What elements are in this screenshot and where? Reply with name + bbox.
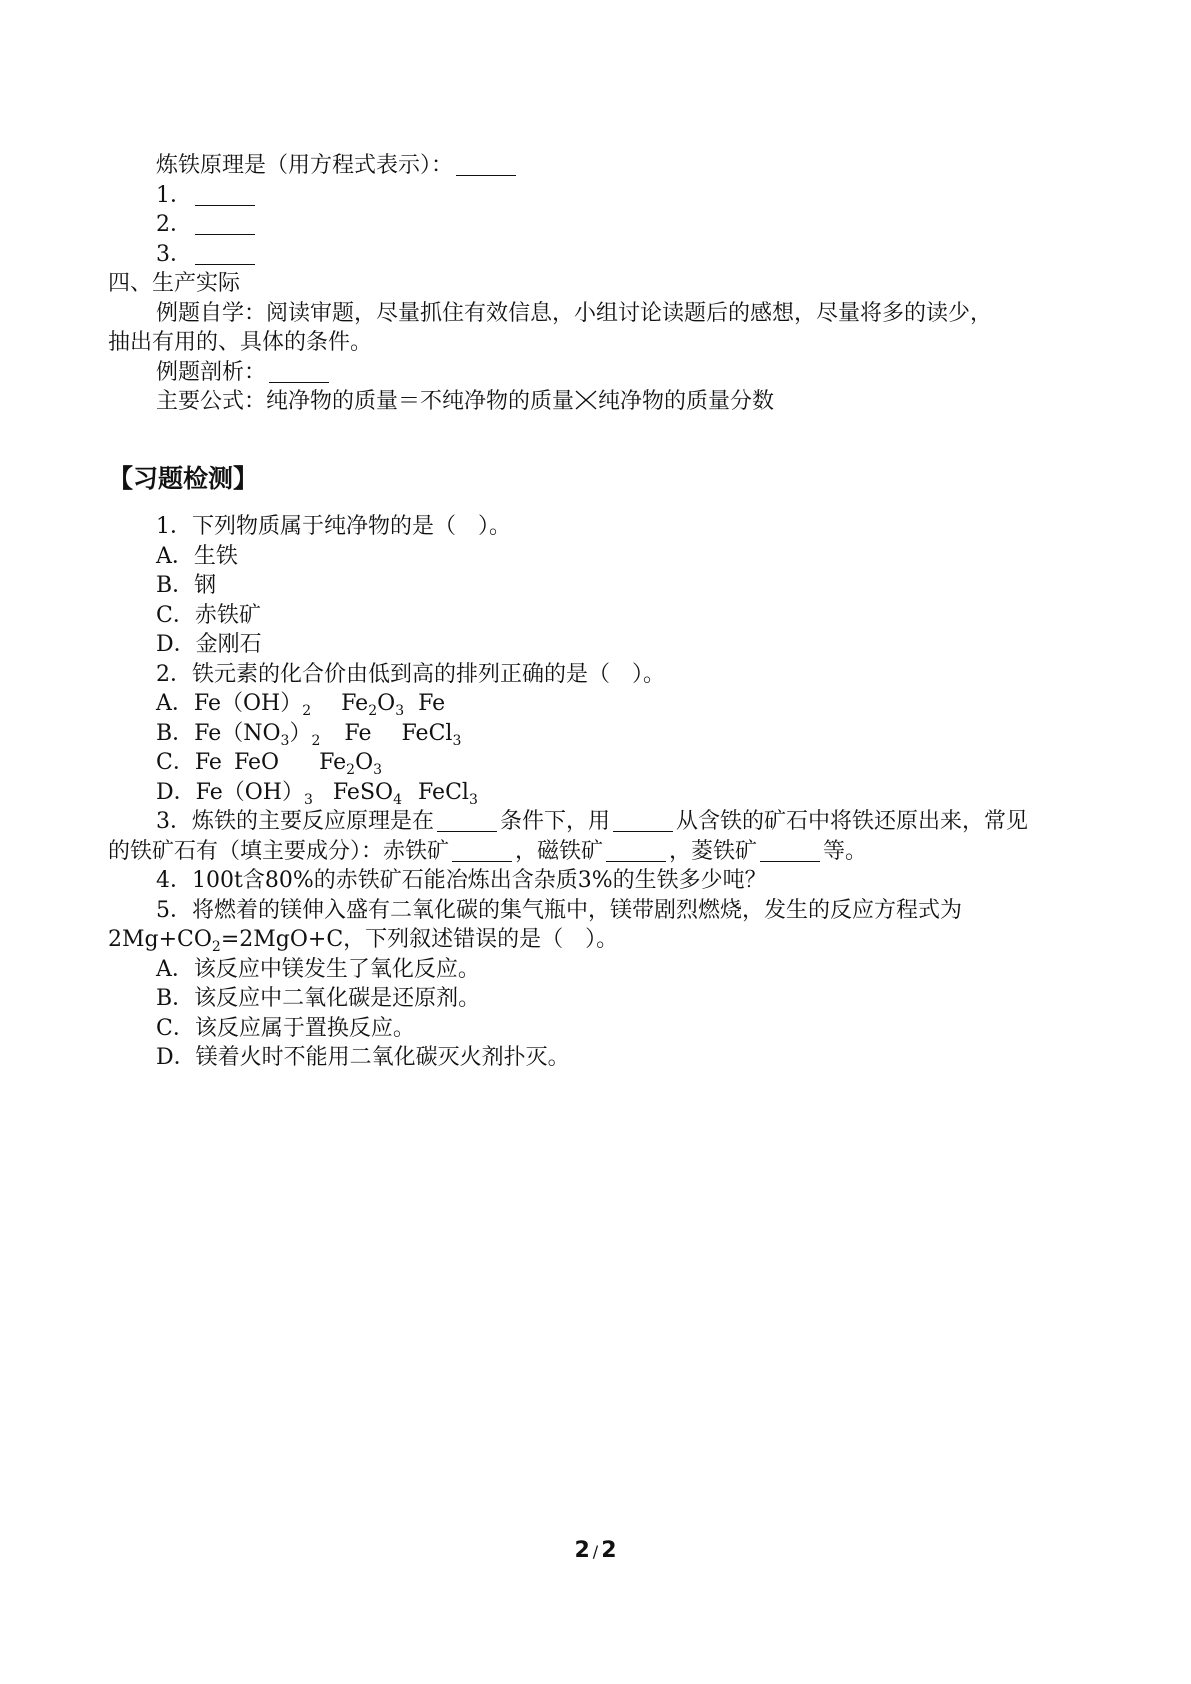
- principle-line: [156, 150, 1136, 182]
- answer-blank: [195, 242, 255, 265]
- equation-part: 2Mg+CO: [108, 927, 212, 952]
- formula-part: Fe（NO: [194, 721, 281, 746]
- option-label: D．: [156, 780, 196, 805]
- example-analysis: [156, 357, 1136, 389]
- subscript: 3: [395, 703, 405, 719]
- principle-text: 炼铁原理是（用方程式表示）：: [156, 153, 454, 178]
- q2-option-c: [156, 747, 1136, 779]
- option-label: A．: [156, 691, 194, 716]
- subscript: 3: [452, 733, 462, 749]
- answer-blank: [269, 360, 329, 383]
- q5-option-a: A．该反应中镁发生了氧化反应。: [156, 957, 480, 982]
- q3-line-1: [156, 806, 1136, 838]
- answer-blank: [437, 809, 497, 832]
- subscript: 2: [211, 939, 221, 955]
- total-pages: 2: [601, 1538, 617, 1563]
- equation-part: =2MgO+C，下列叙述错误的是（ ）。: [220, 927, 619, 952]
- analysis-label: 例题剖析：: [156, 360, 267, 385]
- subscript: 3: [373, 762, 383, 778]
- formula-part: Fe: [344, 721, 372, 746]
- section-heading-production: 四、生产实际: [108, 271, 241, 296]
- principle-item-3: [156, 239, 1136, 271]
- formula-part: ）: [289, 721, 312, 746]
- q1-option-b: B．钢: [156, 573, 217, 598]
- formula-part: Fe: [194, 750, 222, 775]
- q5-stem-line-2: [108, 924, 1088, 956]
- q1-option-c: C．赤铁矿: [156, 603, 261, 628]
- answer-blank: [613, 809, 673, 832]
- q3-text: 3．炼铁的主要反应原理是在: [156, 809, 434, 834]
- answer-blank: [760, 839, 820, 862]
- q5-option-d: D．镁着火时不能用二氧化碳灭火剂扑灭。: [156, 1045, 570, 1070]
- formula-label: 主要公式：: [156, 389, 267, 414]
- formula-part: Fe: [319, 750, 347, 775]
- q1-option-d: D．金刚石: [156, 632, 262, 657]
- self-study-line-2: 抽出有用的、具体的条件。: [108, 330, 373, 355]
- answer-blank: [195, 183, 255, 206]
- answer-blank: [195, 212, 255, 235]
- principle-item-1: [156, 180, 1136, 212]
- option-label: C．: [156, 750, 195, 775]
- item-number: 1．: [156, 183, 192, 208]
- page-separator: /: [592, 1542, 599, 1561]
- q4-stem: 4．100t含80%的赤铁矿石能冶炼出含杂质3%的生铁多少吨？: [156, 868, 767, 893]
- q3-text: ，菱铁矿: [669, 839, 758, 864]
- current-page: 2: [574, 1538, 590, 1563]
- q5-stem-line-1: 5．将燃着的镁伸入盛有二氧化碳的集气瓶中，镁带剧烈燃烧，发生的反应方程式为: [156, 898, 962, 923]
- q3-text: 等。: [823, 839, 868, 864]
- formula-part: FeCl: [418, 780, 469, 805]
- q3-text: 条件下，用: [500, 809, 611, 834]
- subscript: 2: [346, 762, 356, 778]
- q1-option-a: A．生铁: [156, 544, 238, 569]
- formula-right: 纯净物的质量分数: [598, 389, 775, 414]
- self-study-line-1: 例题自学：阅读审题，尽量抓住有效信息，小组讨论读题后的感想，尽量将多的读少，: [156, 301, 993, 326]
- exercise-heading: 【习题检测】: [108, 464, 259, 493]
- q2-option-d: [156, 777, 1136, 809]
- formula-part: Fe: [341, 691, 369, 716]
- q3-line-2: [108, 836, 1088, 868]
- subscript: 3: [468, 792, 478, 808]
- option-label: B．: [156, 721, 195, 746]
- q2-stem: 2．铁元素的化合价由低到高的排列正确的是（ ）。: [156, 662, 665, 687]
- subscript: 4: [393, 792, 402, 808]
- answer-blank: [452, 839, 512, 862]
- q2-option-a: [156, 688, 1136, 720]
- q2-option-b: [156, 718, 1136, 750]
- answer-blank: [456, 153, 516, 176]
- multiply-icon: [574, 386, 598, 418]
- q5-option-b: B．该反应中二氧化碳是还原剂。: [156, 986, 481, 1011]
- q1-stem: 1．下列物质属于纯净物的是（ ）。: [156, 514, 511, 539]
- subscript: 2: [368, 703, 378, 719]
- formula-part: Fe（OH）: [193, 691, 303, 716]
- subscript: 3: [303, 792, 313, 808]
- formula-part: O: [377, 691, 396, 716]
- formula-part: O: [355, 750, 374, 775]
- q3-text: 从含铁的矿石中将铁还原出来，常见: [676, 809, 1029, 834]
- formula-part: Fe: [418, 691, 446, 716]
- formula-part: FeO: [233, 750, 280, 775]
- q3-text: 的铁矿石有（填主要成分）：赤铁矿: [108, 839, 450, 864]
- subscript: 2: [311, 733, 321, 749]
- item-number: 3．: [156, 242, 192, 267]
- subscript: 2: [302, 703, 312, 719]
- formula-left: 纯净物的质量＝不纯净物的质量: [266, 389, 575, 414]
- principle-item-2: [156, 209, 1136, 241]
- answer-blank: [606, 839, 666, 862]
- formula-part: FeSO: [332, 780, 394, 805]
- formula-part: Fe（OH）: [195, 780, 304, 805]
- q5-option-c: C．该反应属于置换反应。: [156, 1016, 415, 1041]
- subscript: 3: [280, 733, 290, 749]
- page-number: [0, 1538, 1191, 1563]
- q3-text: ，磁铁矿: [515, 839, 604, 864]
- item-number: 2．: [156, 212, 192, 237]
- main-formula: [156, 386, 1136, 418]
- formula-part: FeCl: [401, 721, 453, 746]
